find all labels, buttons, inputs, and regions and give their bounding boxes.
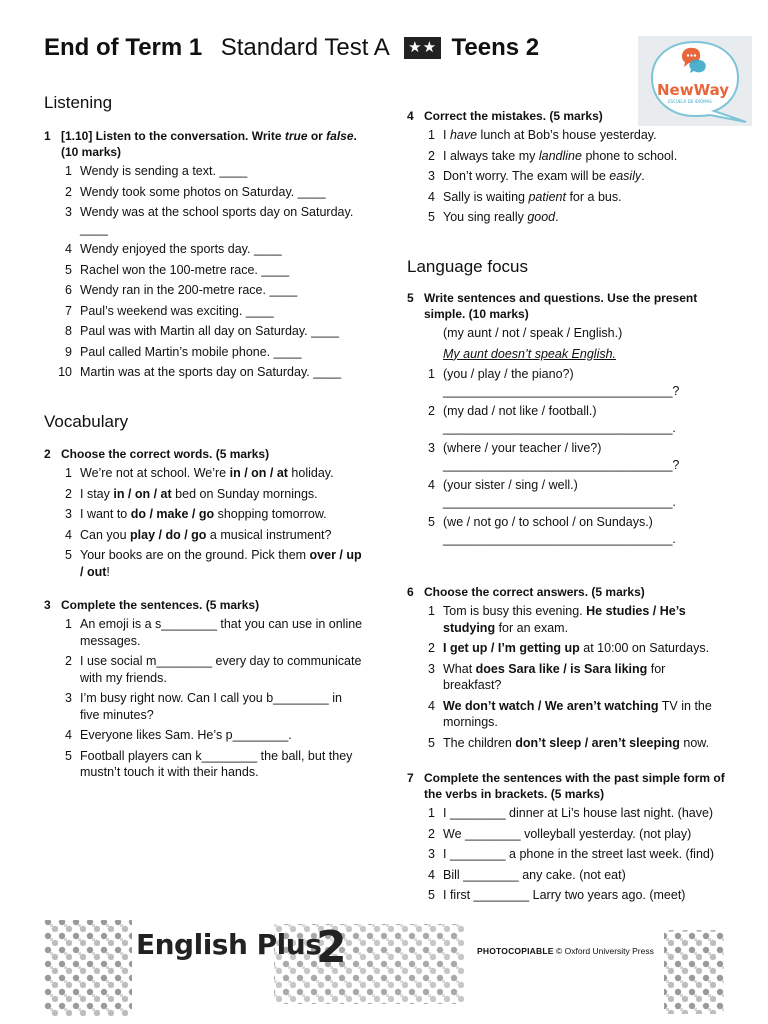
- list-item-number: 7: [65, 303, 72, 318]
- list-item-text: Your books are on the ground. Pick them over / up / out!: [80, 548, 362, 579]
- section-title-listening: Listening: [44, 93, 113, 112]
- question-number: 2: [44, 447, 51, 461]
- difficulty-stars: ★★: [404, 37, 441, 59]
- list-item-number: 3: [428, 661, 435, 676]
- list-item-text: Wendy took some photos on Saturday. ____: [80, 184, 326, 199]
- list-item-text: (we / not go / to school / on Sundays.): [443, 515, 653, 529]
- list-item-number: 2: [65, 184, 72, 199]
- answer-line[interactable]: _________________________________.: [443, 420, 676, 435]
- list-item: [44, 184, 364, 201]
- list-item: [407, 127, 727, 144]
- list-item: [407, 867, 727, 884]
- list-item-text: We ________ volleyball yesterday. (not play): [443, 826, 692, 841]
- list-item-number: 2: [428, 826, 435, 841]
- list-item-text: I want to do / make / go shopping tomorrow.: [80, 507, 327, 521]
- list-item: [44, 727, 364, 744]
- section-title-vocabulary: Vocabulary: [44, 412, 129, 431]
- list-item-number: 5: [428, 210, 435, 224]
- question-4-items: [407, 127, 727, 226]
- list-item: [44, 653, 364, 686]
- question-number: 1: [44, 129, 51, 143]
- list-item-number: 1: [428, 604, 435, 618]
- list-item-number: 3: [428, 441, 435, 455]
- list-item: [44, 323, 364, 340]
- list-item-number: 5: [65, 748, 72, 763]
- page-header: [44, 34, 539, 62]
- list-item: [407, 403, 727, 436]
- question-7-items: [407, 805, 727, 904]
- list-item-text: Can you play / do / go a musical instrument?: [80, 527, 332, 542]
- question-6: [407, 584, 727, 755]
- list-item-text: The children don’t sleep / aren’t sleeping now.: [443, 735, 710, 750]
- list-item-text: (where / your teacher / live?): [443, 441, 602, 455]
- list-item-number: 2: [428, 404, 435, 418]
- question-2-instruction: 2 Choose the correct words. (5 marks): [44, 447, 270, 461]
- question-7-instruction: 7 Complete the sentences with the past simple form of the verbs in brackets. (5 marks): [407, 771, 725, 801]
- english-plus-logo: English Plus: [136, 928, 322, 961]
- list-item: [44, 506, 364, 523]
- list-item-number: 3: [428, 847, 435, 861]
- question-1: [44, 128, 364, 385]
- list-item-number: 5: [65, 548, 72, 562]
- list-item: [407, 440, 727, 473]
- list-item-number: 3: [65, 691, 72, 705]
- question-5-instruction: 5 Write sentences and questions. Use the present simple. (10 marks): [407, 291, 698, 321]
- answer-line[interactable]: _________________________________?: [443, 457, 680, 472]
- list-item: [407, 661, 727, 694]
- section-title-language-focus: Language focus: [407, 257, 528, 276]
- list-item-number: 4: [428, 867, 435, 882]
- question-6-instruction: 6 Choose the correct answers. (5 marks): [407, 585, 645, 599]
- level-title: Teens 2: [451, 34, 540, 61]
- list-item: [44, 303, 364, 320]
- question-6-items: [407, 603, 727, 751]
- question-1-instruction: 1 [1.10] Listen to the conversation. Write true or false. (10 marks): [44, 129, 357, 159]
- list-item: [407, 698, 727, 731]
- question-1-items: [44, 163, 364, 381]
- list-item: [407, 846, 727, 863]
- list-item: [44, 204, 364, 237]
- list-item: [44, 241, 364, 258]
- answer-line[interactable]: _________________________________.: [443, 531, 676, 546]
- list-item: [44, 163, 364, 180]
- list-item-number: 2: [428, 641, 435, 655]
- list-item-number: 1: [428, 128, 435, 142]
- list-item: [44, 465, 364, 482]
- list-item-text: We don’t watch / We aren’t watching TV in the mornings.: [443, 698, 712, 729]
- list-item: [407, 640, 727, 657]
- list-item: [44, 282, 364, 299]
- list-item-text: Wendy is sending a text. ____: [80, 164, 248, 178]
- list-item: [44, 262, 364, 279]
- list-item-number: 3: [428, 169, 435, 183]
- list-item-text: Tom is busy this evening. He studies / He’s studying for an exam.: [443, 604, 686, 635]
- svg-text:NewWay: NewWay: [657, 81, 730, 99]
- list-item-text: Paul’s weekend was exciting. ____: [80, 303, 274, 318]
- svg-text:ESCUELA DE IDIOMAS: ESCUELA DE IDIOMAS: [668, 99, 712, 104]
- list-item: [44, 748, 364, 781]
- list-item-number: 1: [65, 466, 72, 480]
- list-item-text: Rachel won the 100-metre race. ____: [80, 262, 290, 277]
- list-item-text: An emoji is a s________ that you can use in online messages.: [80, 617, 363, 648]
- list-item-number: 5: [428, 515, 435, 529]
- list-item-number: 2: [428, 148, 435, 163]
- question-3-items: [44, 616, 364, 781]
- list-item-text: I stay in / on / at bed on Sunday mornings.: [80, 486, 318, 501]
- english-plus-level: 2: [316, 922, 347, 973]
- question-3: [44, 597, 364, 785]
- list-item-text: (you / play / the piano?): [443, 367, 574, 381]
- list-item: [407, 477, 727, 510]
- list-item-text: (your sister / sing / well.): [443, 478, 578, 492]
- question-number: 4: [407, 109, 414, 123]
- term-title: End of Term 1: [44, 34, 203, 61]
- question-number: 7: [407, 771, 414, 785]
- list-item: [44, 690, 364, 723]
- list-item-number: 1: [428, 806, 435, 820]
- list-item-number: 4: [65, 728, 72, 742]
- page-footer: [44, 918, 724, 1018]
- list-item-text: I use social m________ every day to communicate with my friends.: [80, 654, 362, 685]
- question-3-instruction: 3 Complete the sentences. (5 marks): [44, 598, 260, 612]
- list-item: [407, 189, 727, 206]
- list-item-text: Paul called Martin’s mobile phone. ____: [80, 344, 302, 359]
- list-item-text: I get up / I’m getting up at 10:00 on Saturdays.: [443, 641, 710, 655]
- list-item-text: What does Sara like / is Sara liking for breakfast?: [443, 661, 666, 692]
- list-item: [407, 148, 727, 165]
- list-item: [44, 616, 364, 649]
- list-item-number: 1: [428, 367, 435, 381]
- list-item-text: I always take my landline phone to school.: [443, 148, 678, 163]
- list-item-number: 2: [65, 486, 72, 501]
- question-number: 3: [44, 598, 51, 612]
- list-item-number: 2: [65, 654, 72, 668]
- list-item: [407, 209, 727, 226]
- list-item: [44, 547, 364, 580]
- list-item-number: 5: [428, 735, 435, 750]
- list-item: [44, 486, 364, 503]
- question-2: [44, 446, 364, 584]
- list-item-number: 5: [65, 262, 72, 277]
- list-item-text: You sing really good.: [443, 210, 559, 224]
- list-item: [407, 887, 727, 904]
- list-item: [407, 603, 727, 636]
- list-item-text: I ________ a phone in the street last week. (find): [443, 847, 715, 861]
- list-item-text: Wendy ran in the 200-metre race. ____: [80, 283, 298, 297]
- answer-line[interactable]: _________________________________?: [443, 383, 680, 398]
- list-item-text: Paul was with Martin all day on Saturday. ____: [80, 324, 339, 338]
- list-item: [44, 527, 364, 544]
- question-4: [407, 108, 727, 230]
- question-number: 6: [407, 585, 414, 599]
- list-item-text: I first ________ Larry two years ago. (meet): [443, 888, 686, 902]
- list-item: [407, 735, 727, 752]
- list-item-number: 4: [428, 698, 435, 713]
- list-item-text: Sally is waiting patient for a bus.: [443, 189, 622, 204]
- list-item: [407, 514, 727, 547]
- list-item-text: Martin was at the sports day on Saturday. ____: [80, 365, 342, 379]
- list-item-text: We’re not at school. We’re in / on / at holiday.: [80, 466, 334, 480]
- list-item-text: Bill ________ any cake. (not eat): [443, 867, 626, 882]
- list-item: [407, 366, 727, 399]
- question-2-items: [44, 465, 364, 580]
- example-prompt: (my aunt / not / speak / English.): [443, 326, 623, 340]
- list-item: [407, 805, 727, 822]
- list-item-number: 5: [428, 888, 435, 902]
- list-item-text: I have lunch at Bob’s house yesterday.: [443, 128, 657, 142]
- list-item-number: 3: [65, 205, 72, 219]
- list-item-number: 8: [65, 324, 72, 338]
- list-item-number: 3: [65, 507, 72, 521]
- list-item-text: I ________ dinner at Li’s house last night. (have): [443, 806, 714, 820]
- list-item-text: Wendy enjoyed the sports day. ____: [80, 242, 282, 256]
- list-item-number: 10: [58, 365, 72, 379]
- copyright-note: PHOTOCOPIABLE © Oxford University Press: [477, 946, 654, 956]
- question-4-instruction: 4 Correct the mistakes. (5 marks): [407, 109, 603, 123]
- test-type: Standard Test A: [220, 34, 390, 61]
- list-item: [44, 344, 364, 361]
- list-item-text: (my dad / not like / football.): [443, 404, 597, 418]
- list-item-text: Wendy was at the school sports day on Saturday. ____: [80, 205, 354, 236]
- list-item-number: 4: [65, 527, 72, 542]
- list-item-text: Everyone likes Sam. He’s p________.: [80, 728, 292, 742]
- list-item-number: 9: [65, 344, 72, 359]
- list-item: [407, 168, 727, 185]
- question-5: [407, 290, 727, 551]
- list-item-text: I’m busy right now. Can I call you b________ in five minutes?: [80, 691, 342, 722]
- list-item-number: 1: [65, 164, 72, 178]
- list-item-number: 6: [65, 283, 72, 297]
- question-number: 5: [407, 291, 414, 305]
- list-item: [407, 826, 727, 843]
- list-item-number: 1: [65, 617, 72, 631]
- question-5-items: [407, 366, 727, 547]
- list-item: [44, 364, 364, 381]
- answer-line[interactable]: _________________________________.: [443, 494, 676, 509]
- list-item-number: 4: [428, 478, 435, 492]
- example-answer: My aunt doesn’t speak English.: [443, 346, 617, 361]
- list-item-number: 4: [428, 189, 435, 204]
- list-item-text: Football players can k________ the ball, but they mustn’t touch it with their hands.: [80, 748, 353, 779]
- list-item-number: 4: [65, 242, 72, 256]
- list-item-text: Don’t worry. The exam will be easily.: [443, 169, 645, 183]
- question-7: [407, 770, 727, 908]
